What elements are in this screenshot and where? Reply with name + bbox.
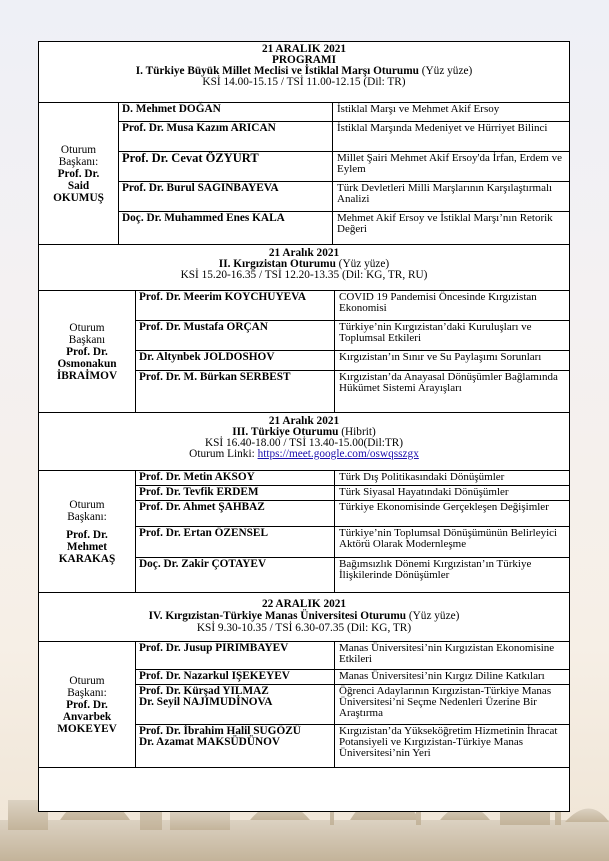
session-mode: (Yüz yüze) [406, 610, 460, 622]
session-4-header [39, 593, 569, 642]
session-title: II. Kırgızistan Oturumu [218, 258, 336, 270]
session-title: III. Türkiye Oturumu [232, 426, 339, 438]
speaker-name: Prof. Dr. Tevfik ERDEM [136, 486, 335, 500]
talk-title: İstiklal Marşında Medeniyet ve Hürriyet Bilinci [337, 122, 548, 134]
session-4-body [39, 642, 569, 767]
speaker-name: Prof. Dr. Metin AKSOY [136, 471, 335, 485]
speaker-name: Prof. Dr. Ertan ÖZENSEL [136, 527, 335, 557]
speaker-name: D. Mehmet DOĞAN [119, 103, 333, 121]
speaker-name: Dr. Altynbek JOLDOSHOV [136, 351, 335, 370]
talk-title: Kırgızistan’ın Sınır ve Su Paylaşımı Sorunları [339, 351, 542, 363]
session-date: 21 Aralık 2021 [268, 415, 340, 427]
talk-list [136, 471, 569, 592]
talk-title: Türkiye’nin Kırgızistan’daki Kuruluşları ve Toplumsal Etkileri [339, 321, 532, 344]
talk-row [136, 558, 569, 592]
talk-title: Öğrenci Adaylarının Kırgızistan-Türkiye Manas Üniversitesi’ni Seçme Nedenleri Üzerine Bir Araştırma [339, 685, 552, 719]
program-label: PROGRAMI [271, 54, 336, 66]
speaker-name: Prof. Dr. Ahmet ŞAHBAZ [136, 501, 335, 526]
talk-title: Manas Üniversitesi’nin Kırgız Diline Katkıları [339, 670, 545, 682]
talk-row [136, 486, 569, 501]
session-mode: (Yüz yüze) [335, 258, 390, 270]
session-time: KSİ 9.30-10.35 / TSİ 6.30-07.35 (Dil: KG, TR) [196, 622, 412, 634]
session-2-header [39, 245, 569, 291]
talk-title: Bağımsızlık Dönemi Kırgızistan’ın Türkiye İlişkilerinde Dönüşümler [339, 558, 532, 581]
session-chair: Oturum Başkanı: Prof. Dr. Said OKUMUŞ [39, 103, 119, 244]
session-3-header [39, 413, 569, 471]
session-3-body [39, 471, 569, 592]
talk-row [136, 291, 569, 321]
session-date: 21 ARALIK 2021 [261, 43, 347, 55]
session-date: 21 Aralık 2021 [268, 247, 340, 259]
speaker-name: Prof. Dr. M. Bürkan SERBEST [136, 371, 335, 412]
session-date: 22 ARALIK 2021 [261, 598, 347, 610]
session-1 [39, 42, 569, 245]
session-3 [39, 413, 569, 593]
talk-row [136, 527, 569, 558]
talk-list [119, 103, 569, 244]
talk-title: COVID 19 Pandemisi Öncesinde Kırgızistan Ekonomisi [339, 291, 537, 314]
talk-row [136, 351, 569, 371]
talk-title: Türk Devletleri Milli Marşlarının Karşılaştırmalı Analizi [337, 182, 553, 205]
session-time: KSİ 16.40-18.00 / TSİ 13.40-15.00(Dil:TR) [204, 437, 404, 449]
talk-row [136, 371, 569, 412]
speaker-name: Prof. Dr. Jusup PIRIMBAYEV [136, 642, 335, 669]
speaker-name: Prof. Dr. Kürşad YILMAZ Dr. Seyil NAJIMUDİNOVA [136, 685, 335, 724]
talk-title: Millet Şairi Mehmet Akif Ersoy'da İrfan, Erdem ve Eylem [337, 152, 562, 175]
speaker-name: Prof. Dr. İbrahim Halil SUGÖZÜ Dr. Azamat MAKSÜDÜNOV [136, 725, 335, 767]
session-chair: Oturum Başkanı: Prof. Dr. Anvarbek MOKEYEV [39, 642, 136, 767]
talk-title: Mehmet Akif Ersoy ve İstiklal Marşı’nın Retorik Değeri [337, 212, 553, 235]
talk-title: İstiklal Marşı ve Mehmet Akif Ersoy [337, 103, 500, 115]
speaker-name: Doç. Dr. Muhammed Enes KALA [119, 212, 333, 244]
talk-list [136, 291, 569, 412]
talk-title: Türk Dış Politikasındaki Dönüşümler [339, 471, 505, 483]
talk-title: Türk Siyasal Hayatındaki Dönüşümler [339, 486, 509, 498]
session-title: I. Türkiye Büyük Millet Meclisi ve İstiklal Marşı Oturumu [135, 65, 419, 77]
session-mode: (Hibrit) [338, 426, 376, 438]
speaker-name: Prof. Dr. Meerim KOYCHUYEVA [136, 291, 335, 320]
talk-list [136, 642, 569, 767]
speaker-name: Prof. Dr. Cevat ÖZYURT [119, 152, 333, 181]
talk-title: Manas Üniversitesi’nin Kırgızistan Ekonomisine Etkileri [339, 642, 555, 665]
speaker-name: Prof. Dr. Nazarkul IŞEKEYEV [136, 670, 335, 684]
speaker-name: Prof. Dr. Mustafa ORÇAN [136, 321, 335, 350]
talk-title: Kırgızistan’da Anayasal Dönüşümler Bağlamında Hükümet Sistemi Arayışları [339, 371, 558, 394]
session-time: KSİ 15.20-16.35 / TSİ 12.20-13.35 (Dil: KG, TR, RU) [180, 269, 428, 281]
session-time: KSİ 14.00-15.15 / TSİ 11.00-12.15 (Dil: TR) [202, 76, 406, 88]
session-1-header [39, 42, 569, 103]
talk-row [136, 321, 569, 351]
speaker-name: Doç. Dr. Zakir ÇOTAYEV [136, 558, 335, 592]
talk-row [119, 182, 569, 212]
talk-row [136, 725, 569, 767]
speaker-name: Prof. Dr. Burul SAGINBAYEVA [119, 182, 333, 211]
session-mode: (Yüz yüze) [418, 65, 473, 77]
session-chair: Oturum Başkanı: Prof. Dr. Mehmet KARAKAŞ [39, 471, 136, 592]
talk-row [136, 642, 569, 670]
session-1-body [39, 103, 569, 244]
speaker-name: Prof. Dr. Musa Kazım ARICAN [119, 122, 333, 151]
session-title: IV. Kırgızistan-Türkiye Manas Üniversitesi Oturumu [148, 610, 407, 622]
talk-title: Türkiye’nin Toplumsal Dönüşümünün Belirleyici Aktörü Olarak Modernleşme [339, 527, 558, 550]
link-label: Oturum Linki: [189, 448, 258, 460]
talk-row [136, 685, 569, 725]
session-4 [39, 593, 569, 768]
talk-title: Türkiye Ekonomisinde Gerçekleşen Değişimler [339, 501, 549, 513]
talk-row [136, 670, 569, 685]
talk-row [136, 471, 569, 486]
talk-row [119, 103, 569, 122]
talk-row [119, 152, 569, 182]
talk-row [119, 122, 569, 152]
program-table [38, 41, 570, 812]
session-chair: Oturum Başkanı Prof. Dr. Osmonakun İBRAİMOV [39, 291, 136, 412]
talk-row [136, 501, 569, 527]
session-2-body [39, 291, 569, 412]
session-2 [39, 245, 569, 413]
talk-title: Kırgızistan’da Yükseköğretim Hizmetinin İhracat Potansiyeli ve Kırgızistan-Türkiye Manas Üniversitesi’nin Yeri [339, 725, 558, 759]
meeting-link[interactable]: https://meet.google.com/oswqsszgx [257, 448, 419, 460]
talk-row [119, 212, 569, 244]
